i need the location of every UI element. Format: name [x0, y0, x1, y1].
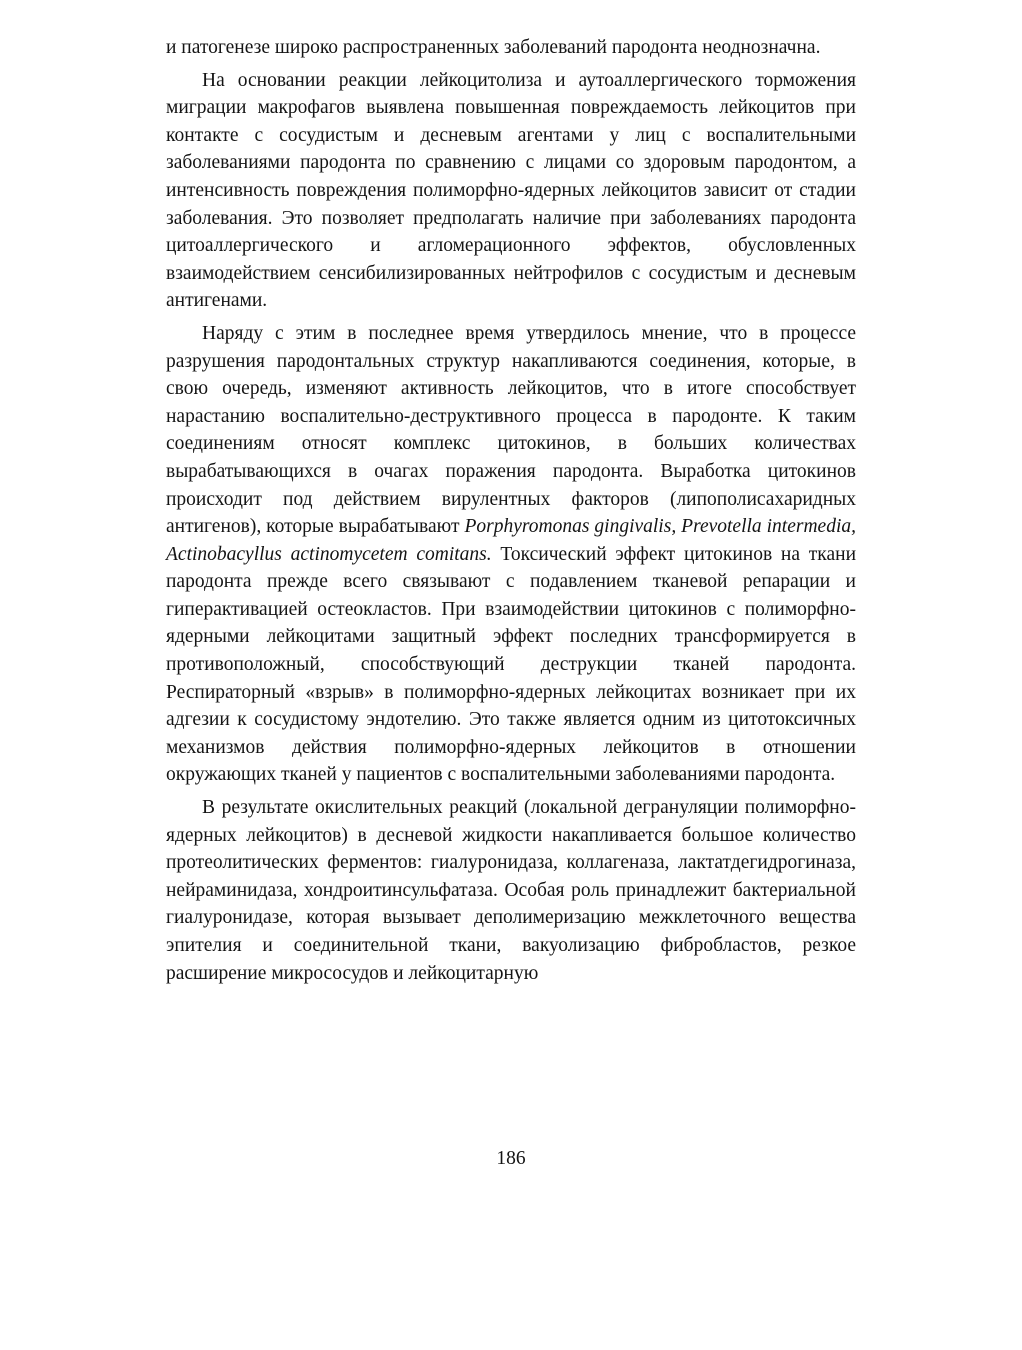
paragraph-continuation: и патогенезе широко распространенных заболеваний пародонта неоднозначна.	[166, 37, 821, 58]
paragraph-leukocytolysis: На основании реакции лейкоцитолиза и аутоаллергического торможения миграции макрофагов выявлена повышенная повреждаемость лейкоцитов при контакте с сосудистым и десневым агентами у лиц с воспалительными заболеваниями пародонта по сравнению с лицами со здоровым пародонтом, а интенсивность повреждения полиморфно-ядерных лейкоцитов зависит от стадии заболевания. Это позволяет предполагать наличие при заболеваниях пародонта цитоаллергического и агломерационного эффектов, обусловленных взаимодействием сенсибилизированных нейтрофилов с сосудистым и десневым антигенами.	[166, 69, 856, 312]
bacteria-names-italic: Porphyromonas gingivalis, Prevotella intermedia, Actinobacyllus actinomycetem comitans.	[166, 516, 856, 565]
page-body	[166, 34, 856, 987]
paragraph-enzymes: В результате окислительных реакций (локальной дегрануляции полиморфно-ядерных лейкоцитов) в десневой жидкости накапливается большое количество протеолитических ферментов: гиалуронидаза, коллагеназа, лактатдегидрогиназа, нейраминидаза, хондроитинсульфатаза. Особая роль принадлежит бактериальной гиалуронидазе, которая вызывает деполимеризацию межклеточного вещества эпителия и соединительной ткани, вакуолизацию фибробластов, резкое расширение микрососудов и лейкоцитарную	[166, 797, 856, 984]
paragraph-cytokines-text-before: Наряду с этим в последнее время утвердилось мнение, что в процессе разрушения пародонтальных структур накапливаются соединения, которые, в свою очередь, изменяют активность лейкоцитов, что в итоге способствует нарастанию воспалительно-деструктивного процесса в пародонте. К таким соединениям относят комплекс цитокинов, в больших количествах вырабатывающихся в очагах поражения пародонта. Выработка цитокинов происходит под действием вирулентных факторов (липополисахаридных антигенов), которые вырабатывают	[166, 322, 856, 538]
page-number: 186	[496, 1148, 526, 1169]
paragraph-cytokines-text-after: Токсический эффект цитокинов на ткани пародонта прежде всего связывают с подавлением тканевой репарации и гиперактивацией остеокластов. При взаимодействии цитокинов с полиморфно-ядерными лейкоцитами защитный эффект последних трансформируется в противоположный, способствующий деструкции тканей пародонта. Респираторный «взрыв» в полиморфно-ядерных лейкоцитах возникает при их адгезии к сосудистому эндотелию. Это также является одним из цитотоксичных механизмов действия полиморфно-ядерных лейкоцитов в отношении окружающих тканей у пациентов с воспалительными заболеваниями пародонта.	[166, 543, 857, 786]
paragraph-cytokines	[166, 320, 856, 789]
